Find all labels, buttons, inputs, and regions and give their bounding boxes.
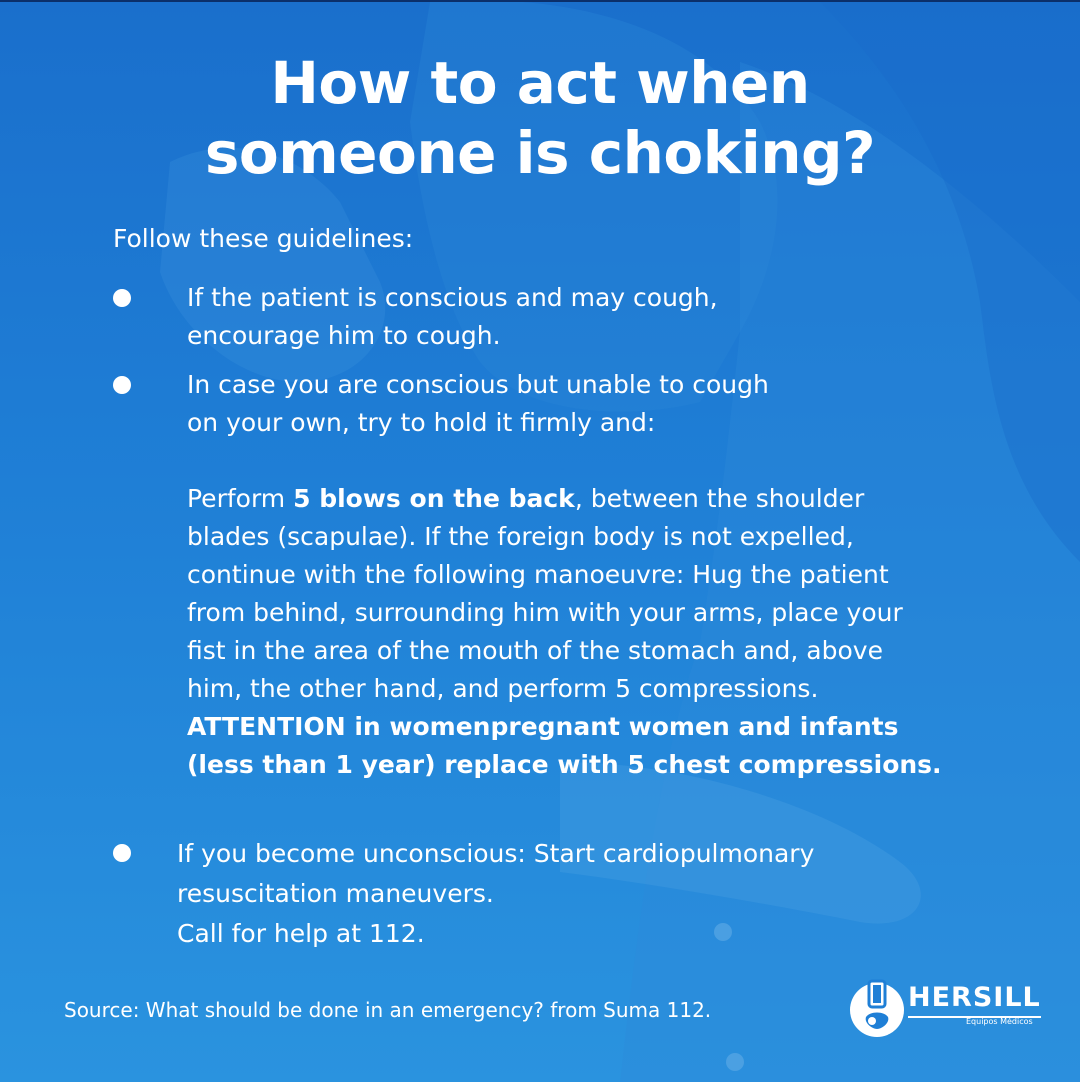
item-1-line-2: encourage him to cough. [187, 321, 501, 350]
bullet-icon [113, 289, 131, 307]
logo-subtitle: Equipos Médicos [966, 1017, 1033, 1026]
item-2-line-2: on your own, try to hold it firmly and: [187, 408, 656, 437]
item-2-para-line: him, the other hand, and perform 5 compressions. [187, 674, 819, 703]
intro-text: Follow these guidelines: [113, 224, 414, 253]
guideline-item-2 [187, 366, 942, 784]
title-line-2: someone is choking? [204, 119, 876, 187]
item-3-line-2: resuscitation maneuvers. [177, 879, 494, 908]
guideline-item-1 [187, 279, 718, 355]
source-note: Source: What should be done in an emergency? from Suma 112. [64, 998, 712, 1022]
item-2-para-pre: Perform [187, 484, 294, 513]
logo-name: HERSILL [908, 982, 1041, 1018]
item-2-para-bold: 5 blows on the back [293, 484, 575, 513]
item-2-para-line: blades (scapulae). If the foreign body is not expelled, [187, 522, 854, 551]
title-line-1: How to act when [270, 49, 810, 117]
item-3-line-3: Call for help at 112. [177, 919, 425, 948]
bullet-icon [113, 376, 131, 394]
item-3-line-1: If you become unconscious: Start cardiopulmonary [177, 839, 815, 868]
attention-line-1: ATTENTION in womenpregnant women and infants [187, 712, 899, 741]
bullet-icon [113, 844, 131, 862]
item-2-line-1: In case you are conscious but unable to cough [187, 370, 769, 399]
attention-line-2: (less than 1 year) replace with 5 chest compressions. [187, 750, 942, 779]
guideline-item-3 [177, 834, 814, 954]
logo-emblem-icon [846, 977, 908, 1039]
item-2-para-line: continue with the following manoeuvre: Hug the patient [187, 560, 889, 589]
item-2-para-line: from behind, surrounding him with your arms, place your [187, 598, 903, 627]
item-1-line-1: If the patient is conscious and may cough, [187, 283, 718, 312]
hersill-logo [846, 977, 1046, 1047]
item-2-para-line: fist in the area of the mouth of the stomach and, above [187, 636, 883, 665]
page-title [0, 48, 1080, 188]
item-2-para-post: , between the shoulder [574, 484, 865, 513]
